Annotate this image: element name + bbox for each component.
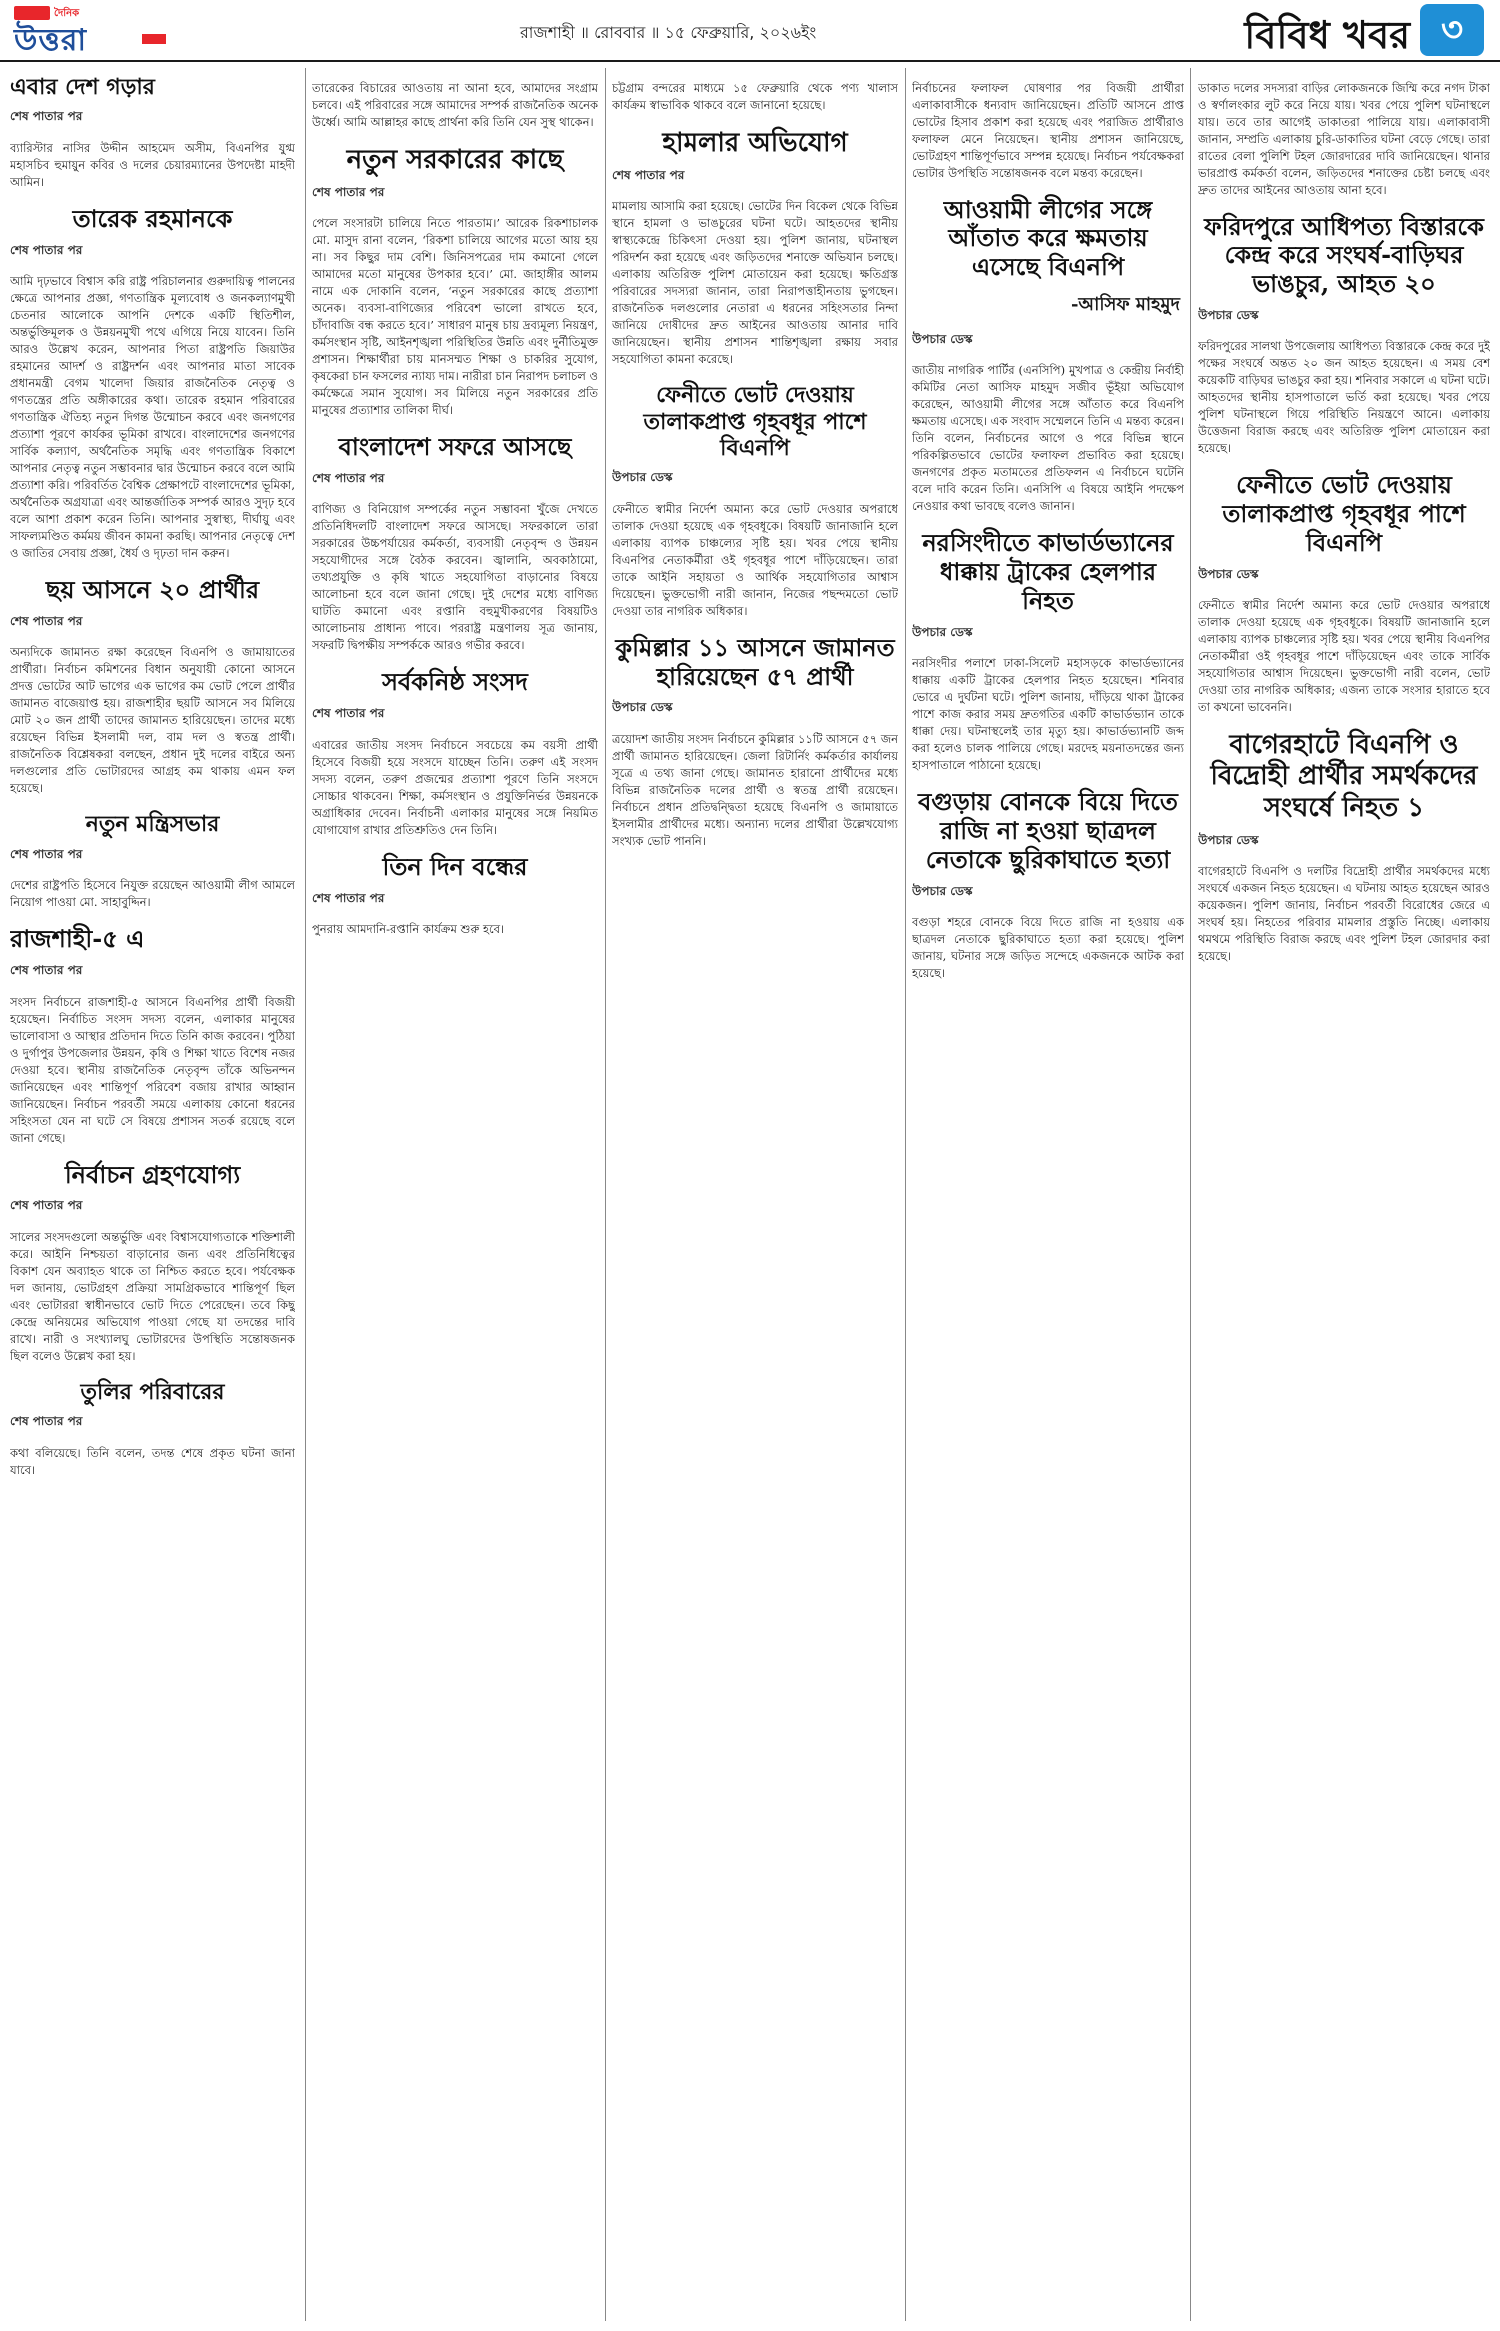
- story-headline: সর্বকনিষ্ঠ সংসদ: [382, 667, 528, 697]
- story-body: জাতীয় নাগরিক পার্টির (এনসিপি) মুখপাত্র ও কেন্দ্রীয় নির্বাহী কমিটির নেতা আসিফ মাহমুদ সজীব ভূঁইয়া অভিযোগ করেছেন, আওয়ামী লীগের সঙ্গে আঁতাত করে বিএনপি ক্ষমতায় এসেছে। এক সংবাদ সম্মেলনে তিনি এ মন্তব্য করেন। তিনি বলেন, নির্বাচনের আগে ও পরে বিভিন্ন স্থানে পরিকল্পিতভাবে ভোটের ফলাফল প্রভাবিত করা হয়েছে। জনগণের প্রকৃত মতামতের প্রতিফলন এ নির্বাচনে ঘটেনি বলে দাবি করেন তিনি। এনসিপি এ বিষয়ে আইনি পদক্ষেপ নেওয়ার কথা ভাবছে বলেও জানান।: [912, 363, 1184, 514]
- story-ebar-desh: [10, 74, 295, 191]
- section-title: বিবিধ খবর: [1244, 12, 1410, 57]
- story-kicker: উপচার ডেস্ক: [612, 470, 673, 485]
- story-body: বাণিজ্য ও বিনিয়োগ সম্পর্কের নতুন সম্ভাবনা খুঁজে দেখতে প্রতিনিধিদলটি বাংলাদেশ সফরে আসছে। সফরকালে তারা সরকারের উচ্চপর্যায়ের কর্মকর্তা, ব্যবসায়ী নেতৃবৃন্দ ও উন্নয়ন সহযোগীদের সঙ্গে বৈঠক করবেন। জ্বালানি, অবকাঠামো, তথ্যপ্রযুক্তি ও কৃষি খাতে সহযোগিতা বাড়ানোর বিষয়ে আলোচনা হবে বলে জানা গেছে। দুই দেশের মধ্যে বাণিজ্য ঘাটতি কমানো এবং রপ্তানি বহুমুখীকরণের বিষয়টিও আলোচনায় প্রাধান্য পাবে। পররাষ্ট্র মন্ত্রণালয় সূত্র জানায়, সফরটি দ্বিপক্ষীয় সম্পর্ককে আরও গভীর করবে।: [312, 502, 598, 653]
- story-new-cabinet: [10, 811, 295, 911]
- column-divider: [1190, 68, 1191, 2321]
- story-headline: ফেনীতে ভোট দেওয়ায় তালাকপ্রাপ্ত গৃহবধূর পাশে বিএনপি: [643, 382, 867, 461]
- story-headline: নরসিংদীতে কাভার্ডভ্যানের ধাক্কায় ট্রাকের হেলপার নিহত: [922, 528, 1174, 615]
- column-3: [612, 68, 898, 2321]
- story-headline: নতুন সরকারের কাছে: [346, 144, 564, 175]
- story-continued: [1198, 80, 1490, 199]
- newspaper-logo: [14, 6, 224, 58]
- story-continued: [612, 80, 898, 114]
- story-kicker: শেষ পাতার পর: [10, 846, 83, 861]
- story-continued: [912, 80, 1184, 182]
- story-body: পুনরায় আমদানি-রপ্তানি কার্যক্রম শুরু হবে।: [312, 922, 505, 937]
- story-kicker: শেষ পাতার পর: [312, 184, 385, 199]
- story-body: সালের সংসদগুলো অন্তর্ভুক্তি এবং বিশ্বাসযোগ্যতাকে শক্তিশালী করে। আইনি নিশ্চয়তা বাড়ানোর জন্য এবং প্রতিনিধিত্বের বিকাশ যেন অব্যাহত থাকে তা নিশ্চিত করতে হবে। পর্যবেক্ষক দল জানায়, ভোটগ্রহণ প্রক্রিয়া সামগ্রিকভাবে শান্তিপূর্ণ ছিল এবং ভোটাররা স্বাধীনভাবে ভোট দিতে পেরেছেন। তবে কিছু কেন্দ্রে অনিয়মের অভিযোগ পাওয়া গেছে যা তদন্তের দাবি রাখে। নারী ও সংখ্যালঘু ভোটারদের উপস্থিতি সন্তোষজনক ছিল বলেও উল্লেখ করা হয়।: [10, 1229, 295, 1363]
- story-tuli-family: [10, 1379, 295, 1479]
- story-kicker: উপচার ডেস্ক: [612, 700, 673, 715]
- story-kicker: উপচার ডেস্ক: [912, 624, 973, 639]
- column-4: [912, 68, 1184, 2321]
- story-kicker: উপচার ডেস্ক: [1198, 566, 1259, 581]
- story-kicker: শেষ পাতার পর: [10, 109, 83, 124]
- story-body: নরসিংদীর পলাশে ঢাকা-সিলেট মহাসড়কে কাভার্ডভ্যানের ধাক্কায় একটি ট্রাকের হেলপার নিহত হয়েছেন। শনিবার ভোরে এ দুর্ঘটনা ঘটে। পুলিশ জানায়, দাঁড়িয়ে থাকা ট্রাকের পাশে কাজ করার সময় দ্রুতগতির একটি কাভার্ডভ্যান তাকে ধাক্কা দেয়। ঘটনাস্থলেই তার মৃত্যু হয়। কাভার্ডভ্যানটি জব্দ করা হলেও চালক পালিয়ে গেছে। মরদেহ ময়নাতদন্তের জন্য হাসপাতালে পাঠানো হয়েছে।: [912, 656, 1184, 773]
- story-body: এবারের জাতীয় সংসদ নির্বাচনে সবচেয়ে কম বয়সী প্রার্থী হিসেবে বিজয়ী হয়ে সংসদে যাচ্ছেন তিনি। তরুণ এই সংসদ সদস্য বলেন, তরুণ প্রজন্মের প্রত্যাশা পূরণে তিনি সংসদে সোচ্চার থাকবেন। শিক্ষা, কর্মসংস্থান ও প্রযুক্তিনির্ভর উন্নয়নকে অগ্রাধিকার দেবেন। নির্বাচনী এলাকার মানুষের সঙ্গে নিয়মিত যোগাযোগ রাখার প্রতিশ্রুতিও দেন তিনি।: [312, 737, 598, 837]
- story-kicker: শেষ পাতার পর: [10, 242, 83, 257]
- logo-accent-icon: [142, 34, 166, 44]
- story-six-seats: [10, 576, 295, 797]
- story-headline: কুমিল্লার ১১ আসনে জামানত হারিয়েছেন ৫৭ প্রার্থী: [615, 632, 895, 691]
- story-body: পেলে সংসারটা চালিয়ে নিতে পারতাম।’ আরেক রিকশাচালক মো. মাসুদ রানা বলেন, ‘রিকশা চালিয়ে আগের মতো আয় হয় না। সব কিছুর দাম বেশি। জিনিসপত্রের দাম কমানো গেলে আমাদের মতো মানুষের উপকার হবে।’ মো. জাহাঙ্গীর আলম নামে এক দোকানি বলেন, ‘নতুন সরকারের কাছে প্রত্যাশা অনেক। ব্যবসা-বাণিজ্যের পরিবেশ ভালো রাখতে হবে, চাঁদাবাজি বন্ধ করতে হবে।’ সাধারণ মানুষ চায় দ্রব্যমূল্য নিয়ন্ত্রণ, কর্মসংস্থান সৃষ্টি, আইনশৃঙ্খলা পরিস্থিতির উন্নতি এবং দুর্নীতিমুক্ত প্রশাসন। শিক্ষার্থীরা চায় মানসম্মত শিক্ষা ও চাকরির সুযোগ, কৃষকেরা চান ফসলের ন্যায্য দাম। নারীরা চান নিরাপদ চলাচল ও কর্মক্ষেত্রে সমান সুযোগ। সব মিলিয়ে নতুন সরকারের প্রতি মানুষের প্রত্যাশার তালিকা দীর্ঘ।: [312, 216, 598, 418]
- dateline: রাজশাহী ॥ রোববার ॥ ১৫ ফেব্রুয়ারি, ২০২৬ইং: [520, 23, 817, 42]
- page-number-badge: ৩: [1420, 4, 1484, 56]
- story-body: ফেনীতে স্বামীর নির্দেশ অমান্য করে ভোট দেওয়ার অপরাধে তালাক দেওয়া হয়েছে এক গৃহবধূকে। বিষয়টি জানাজানি হলে এলাকায় ব্যাপক চাঞ্চল্যের সৃষ্টি হয়। খবর পেয়ে স্থানীয় বিএনপির নেতাকর্মীরা ওই গৃহবধূর পাশে দাঁড়িয়েছেন। তারা তাকে আইনি সহায়তা ও আর্থিক সহযোগিতার আশ্বাস দিয়েছেন। ভুক্তভোগী নারী জানান, নিজের পছন্দমতো ভোট দেওয়া তার নাগরিক অধিকার।: [612, 501, 898, 618]
- story-body: অন্যদিকে জামানত রক্ষা করেছেন বিএনপি ও জামায়াতের প্রার্থীরা। নির্বাচন কমিশনের বিধান অনুযায়ী কোনো আসনে প্রদত্ত ভোটের আট ভাগের এক ভাগের কম ভোট পেলে প্রার্থীর জামানত বাজেয়াপ্ত হয়। রাজশাহীর ছয়টি আসনে সব মিলিয়ে মোট ২০ জন প্রার্থী তাদের জামানত হারিয়েছেন। তাদের মধ্যে রয়েছেন বিভিন্ন ইসলামী দল, বাম দল ও স্বতন্ত্র প্রার্থী। রাজনৈতিক বিশ্লেষকরা বলছেন, প্রধান দুই দলের বাইরে অন্য দলগুলোর প্রতি ভোটারদের আগ্রহ কম থাকায় এমন ফল হয়েছে।: [10, 645, 295, 796]
- story-body: তারেকের বিচারের আওতায় না আনা হবে, আমাদের সংগ্রাম চলবে। এই পরিবারের সঙ্গে আমাদের সম্পর্ক রাজনৈতিক অনেক উর্ধ্বে। আমি আল্লাহর কাছে প্রার্থনা করি তিনি যেন সুস্থ থাকেন।: [312, 80, 598, 129]
- story-headline: নতুন মন্ত্রিসভার: [85, 811, 220, 838]
- story-body: ব্যারিস্টার নাসির উদ্দীন আহমেদ অসীম, বিএনপির যুগ্ম মহাসচিব হুমায়ুন কবির ও দলের চেয়ারম্যানের উপদেষ্টা মাহদী আমিন।: [10, 140, 295, 189]
- story-headline: রাজশাহী-৫ এ: [10, 924, 145, 954]
- story-kicker: শেষ পাতার পর: [312, 470, 385, 485]
- story-faridpur-clash: [1198, 213, 1490, 458]
- story-kicker: শেষ পাতার পর: [10, 1198, 83, 1213]
- story-body: ডাকাত দলের সদস্যরা বাড়ির লোকজনকে জিম্মি করে নগদ টাকা ও স্বর্ণালংকার লুট করে নিয়ে যায়। খবর পেয়ে পুলিশ ঘটনাস্থলে যায়। তবে তার আগেই ডাকাতরা পালিয়ে যায়। এলাকাবাসী জানান, সম্প্রতি এলাকায় চুরি-ডাকাতির ঘটনা বেড়ে গেছে। তারা রাতের বেলা পুলিশি টহল জোরদারের দাবি জানিয়েছেন। থানার ভারপ্রাপ্ত কর্মকর্তা বলেন, জড়িতদের শনাক্তের চেষ্টা চলছে এবং দ্রুত তাদের আইনের আওতায় আনা হবে।: [1198, 80, 1490, 197]
- story-body: দেশের রাষ্ট্রপতি হিসেবে নিযুক্ত রয়েছেন আওয়ামী লীগ আমলে নিয়োগ পাওয়া মো. সাহাবুদ্দিন।: [10, 878, 295, 910]
- story-headline: আওয়ামী লীগের সঙ্গে আঁতাত করে ক্ষমতায় এসেছে বিএনপি: [943, 194, 1153, 282]
- story-asif-mahmud: [912, 196, 1184, 516]
- story-headline: তারেক রহমানকে: [72, 203, 233, 233]
- story-continued: [312, 80, 598, 131]
- story-headline: তুলির পরিবারের: [80, 1378, 225, 1405]
- story-feni-divorce-2: [1198, 471, 1490, 716]
- column-2: [312, 68, 598, 2321]
- story-kicker: শেষ পাতার পর: [312, 890, 385, 905]
- column-divider: [305, 68, 306, 2321]
- story-headline: হামলার অভিযোগ: [662, 127, 848, 158]
- story-three-days-closed: [312, 853, 598, 938]
- story-body: বাগেরহাটে বিএনপি ও দলটির বিদ্রোহী প্রার্থীর সমর্থকদের মধ্যে সংঘর্ষে একজন নিহত হয়েছেন। এ ঘটনায় আহত হয়েছেন আরও কয়েকজন। পুলিশ জানায়, নির্বাচন পরবর্তী বিরোধের জেরে এ সংঘর্ষ হয়। নিহতের পরিবার মামলার প্রস্তুতি নিচ্ছে। এলাকায় থমথমে পরিস্থিতি বিরাজ করছে এবং পুলিশ টহল জোরদার করা হয়েছে।: [1198, 864, 1490, 964]
- story-body: সংসদ নির্বাচনে রাজশাহী-৫ আসনে বিএনপির প্রার্থী বিজয়ী হয়েছেন। নির্বাচিত সংসদ সদস্য বলেন, এলাকার মানুষের ভালোবাসা ও আস্থার প্রতিদান দিতে তিনি কাজ করবেন। পুঠিয়া ও দুর্গাপুর উপজেলার উন্নয়ন, কৃষি ও শিক্ষা খাতে বিশেষ নজর দেওয়া হবে। স্থানীয় রাজনৈতিক নেতৃবৃন্দ তাঁকে অভিনন্দন জানিয়েছেন এবং শান্তিপূর্ণ পরিবেশ বজায় রাখার আহ্বান জানিয়েছেন। নির্বাচন পরবর্তী সময়ে এলাকায় কোনো ধরনের সহিংসতা যেন না ঘটে সে বিষয়ে প্রশাসন সতর্ক রয়েছে বলে জানা গেছে।: [10, 994, 295, 1145]
- story-body: ত্রয়োদশ জাতীয় সংসদ নির্বাচনে কুমিল্লার ১১টি আসনে ৫৭ জন প্রার্থী জামানত হারিয়েছেন। জেলা রিটার্নিং কর্মকর্তার কার্যালয় সূত্রে এ তথ্য জানা গেছে। জামানত হারানো প্রার্থীদের মধ্যে বিভিন্ন রাজনৈতিক দলের প্রার্থী ও স্বতন্ত্র প্রার্থী রয়েছেন। নির্বাচনে প্রধান প্রতিদ্বন্দ্বিতা হয়েছে বিএনপি ও জামায়াতে ইসলামীর প্রার্থীদের মধ্যে। অন্যান্য দলের প্রার্থীরা উল্লেখযোগ্য সংখ্যক ভোট পাননি।: [612, 731, 898, 848]
- story-body: ফেনীতে স্বামীর নির্দেশ অমান্য করে ভোট দেওয়ার অপরাধে তালাক দেওয়া হয়েছে এক গৃহবধূকে। বিষয়টি জানাজানি হলে এলাকায় ব্যাপক চাঞ্চল্যের সৃষ্টি হয়। খবর পেয়ে স্থানীয় বিএনপির নেতাকর্মীরা ওই গৃহবধূর পাশে দাঁড়িয়েছেন এবং তাকে সার্বিক সহযোগিতার আশ্বাস দিয়েছেন। ভুক্তভোগী নারী বলেন, ভোট দেওয়া তার নাগরিক অধিকার; এজন্য তাকে সংসার হারাতে হবে তা কখনো ভাবেননি।: [1198, 598, 1490, 715]
- story-body: বগুড়া শহরে বোনকে বিয়ে দিতে রাজি না হওয়ায় এক ছাত্রদল নেতাকে ছুরিকাঘাতে হত্যা করা হয়েছে। পুলিশ জানায়, ঘটনার সঙ্গে জড়িত সন্দেহে একজনকে আটক করা হয়েছে।: [912, 915, 1184, 981]
- story-headline: এবার দেশ গড়ার: [10, 74, 155, 100]
- story-youngest-mp: [312, 668, 598, 838]
- story-bogura-murder: [912, 788, 1184, 982]
- story-headline: নির্বাচন গ্রহণযোগ্য: [64, 1159, 241, 1189]
- story-headline: ফরিদপুরে আধিপত্য বিস্তারকে কেন্দ্র করে সংঘর্ষ-বাড়িঘর ভাঙচুর, আহত ২০: [1204, 211, 1484, 299]
- column-divider: [905, 68, 906, 2321]
- story-body: মামলায় আসামি করা হয়েছে। ভোটের দিন বিকেল থেকে বিভিন্ন স্থানে হামলা ও ভাঙচুরের ঘটনা ঘটে। আহতদের স্থানীয় স্বাস্থ্যকেন্দ্রে চিকিৎসা দেওয়া হয়। পুলিশ জানায়, ঘটনাস্থল পরিদর্শন করা হয়েছে এবং জড়িতদের শনাক্তে অভিযান চলছে। এলাকায় অতিরিক্ত পুলিশ মোতায়েন করা হয়েছে। ক্ষতিগ্রস্ত পরিবারের সদস্যরা জানান, তারা নিরাপত্তাহীনতায় ভুগছেন। রাজনৈতিক দলগুলোর নেতারা এ ধরনের সহিংসতার নিন্দা জানিয়ে দোষীদের দ্রুত আইনের আওতায় আনার দাবি জানিয়েছেন। স্থানীয় প্রশাসন শান্তিশৃঙ্খলা রক্ষায় সবার সহযোগিতা কামনা করেছে।: [612, 199, 898, 367]
- story-kicker: উপচার ডেস্ক: [1198, 832, 1259, 847]
- story-headline: বগুড়ায় বোনকে বিয়ে দিতে রাজি না হওয়া ছাত্রদল নেতাকে ছুরিকাঘাতে হত্যা: [918, 787, 1178, 874]
- story-kicker: উপচার ডেস্ক: [1198, 307, 1259, 322]
- story-kicker: উপচার ডেস্ক: [912, 331, 973, 346]
- story-comilla-deposit: [612, 634, 898, 850]
- story-body: কথা বলিয়েছে। তিনি বলেন, তদন্ত শেষে প্রকৃত ঘটনা জানা যাবে।: [10, 1445, 295, 1477]
- story-feni-divorce: [612, 382, 898, 620]
- story-headline: ফেনীতে ভোট দেওয়ায় তালাকপ্রাপ্ত গৃহবধূর পাশে বিএনপি: [1222, 470, 1466, 557]
- story-kicker: শেষ পাতার পর: [10, 963, 83, 978]
- story-headline: তিন দিন বন্ধের: [382, 851, 528, 881]
- column-1: [10, 68, 295, 2321]
- logo-subtitle: দৈনিক: [54, 8, 80, 19]
- column-5: [1198, 68, 1490, 2321]
- story-headline: ছয় আসনে ২০ প্রার্থীর: [45, 575, 260, 605]
- story-bangladesh-visit: [312, 433, 598, 654]
- story-bagerhat-clash: [1198, 730, 1490, 965]
- story-kicker: শেষ পাতার পর: [10, 1414, 83, 1429]
- story-kicker: শেষ পাতার পর: [612, 167, 685, 182]
- story-body: নির্বাচনের ফলাফল ঘোষণার পর বিজয়ী প্রার্থীরা এলাকাবাসীকে ধন্যবাদ জানিয়েছেন। প্রতিটি আসনে প্রাপ্ত ভোটের হিসাব প্রকাশ করা হয়েছে এবং পরাজিত প্রার্থীরাও ফলাফল মেনে নিয়েছেন। স্থানীয় প্রশাসন জানিয়েছে, ভোটগ্রহণ শান্তিপূর্ণভাবে সম্পন্ন হয়েছে। নির্বাচন পর্যবেক্ষকরা ভোটার উপস্থিতি সন্তোষজনক বলে মন্তব্য করেছেন।: [912, 80, 1184, 180]
- story-kicker: উপচার ডেস্ক: [912, 883, 973, 898]
- story-narsingdi-accident: [912, 529, 1184, 774]
- story-body: আমি দৃঢ়ভাবে বিশ্বাস করি রাষ্ট্র পরিচালনার গুরুদায়িত্ব পালনের ক্ষেত্রে আপনার প্রজ্ঞা, গণতান্ত্রিক মূল্যবোধ ও জনকল্যাণমুখী চেতনার আলোকে আপনি দেশকে একটি স্থিতিশীল, অন্তর্ভুক্তিমূলক ও উন্নয়নমুখী পথে এগিয়ে নিয়ে যাবেন। তিনি আরও উল্লেখ করেন, আপনার পিতা রাষ্ট্রপতি জিয়াউর রহমানের আদর্শ ও রাষ্ট্রদর্শন এবং আপনার মাতা সাবেক প্রধানমন্ত্রী বেগম খালেদা জিয়ার রাজনৈতিক নেতৃত্ব ও গণতন্ত্রের প্রতি অঙ্গীকারের কথা। তারেক রহমান পরিবারের গণতান্ত্রিক ঐতিহ্য নতুন দিগন্ত উন্মোচন করবে এবং জনগণের প্রত্যাশা পূরণে কার্যকর ভূমিকা রাখবে। বাংলাদেশের জনগণের সার্বিক কল্যাণ, অর্থনৈতিক সমৃদ্ধি এবং গণতান্ত্রিক বিকাশে আপনার নেতৃত্ব নতুন সম্ভাবনার দ্বার উন্মোচন করবে বলে আমি প্রত্যাশা করি। পরিবর্তিত বৈশ্বিক প্রেক্ষাপটে বাংলাদেশের ভূমিকা, অর্থনৈতিক অগ্রযাত্রা এবং আন্তর্জাতিক সম্পর্ক আরও সুদৃঢ় হবে বলে আশা প্রকাশ করেন তিনি। আপনার সুস্বাস্থ্য, দীর্ঘায়ু এবং সাফল্যমণ্ডিত কর্মময় জীবন কামনা করছি। আপনার নেতৃত্বে দেশ ও জাতির সেবায় প্রজ্ঞা, ধৈর্য ও দৃঢ়তা দান করুন।: [10, 274, 295, 561]
- logo-text: উত্তরা: [14, 23, 88, 58]
- masthead: [0, 0, 1500, 62]
- story-tarek-rahman: [10, 205, 295, 562]
- story-attack-allegation: [612, 128, 898, 369]
- story-new-government: [312, 145, 598, 420]
- story-headline: বাগেরহাটে বিএনপি ও বিদ্রোহী প্রার্থীর সমর্থকদের সংঘর্ষে নিহত ১: [1210, 730, 1478, 823]
- story-byline: -আসিফ মাহমুদ: [1070, 293, 1180, 315]
- story-election-acceptable: [10, 1161, 295, 1365]
- story-kicker: শেষ পাতার পর: [312, 706, 385, 721]
- column-divider: [605, 68, 606, 2321]
- story-headline: বাংলাদেশ সফরে আসছে: [338, 432, 572, 462]
- story-kicker: শেষ পাতার পর: [10, 613, 83, 628]
- story-body: ফরিদপুরের সালথা উপজেলায় আধিপত্য বিস্তারকে কেন্দ্র করে দুই পক্ষের সংঘর্ষে অন্তত ২০ জন আহত হয়েছেন। এ সময় বেশ কয়েকটি বাড়িঘর ভাঙচুর করা হয়। শনিবার সকালে এ ঘটনা ঘটে। আহতদের স্থানীয় হাসপাতালে ভর্তি করা হয়েছে। খবর পেয়ে পুলিশ ঘটনাস্থলে গিয়ে পরিস্থিতি নিয়ন্ত্রণে আনে। এলাকায় উত্তেজনা বিরাজ করছে এবং অতিরিক্ত পুলিশ মোতায়েন করা হয়েছে।: [1198, 339, 1490, 456]
- story-rajshahi-5: [10, 925, 295, 1146]
- story-body: চট্টগ্রাম বন্দরের মাধ্যমে ১৫ ফেব্রুয়ারি থেকে পণ্য খালাস কার্যক্রম স্বাভাবিক থাকবে বলে জানানো হয়েছে।: [612, 80, 898, 112]
